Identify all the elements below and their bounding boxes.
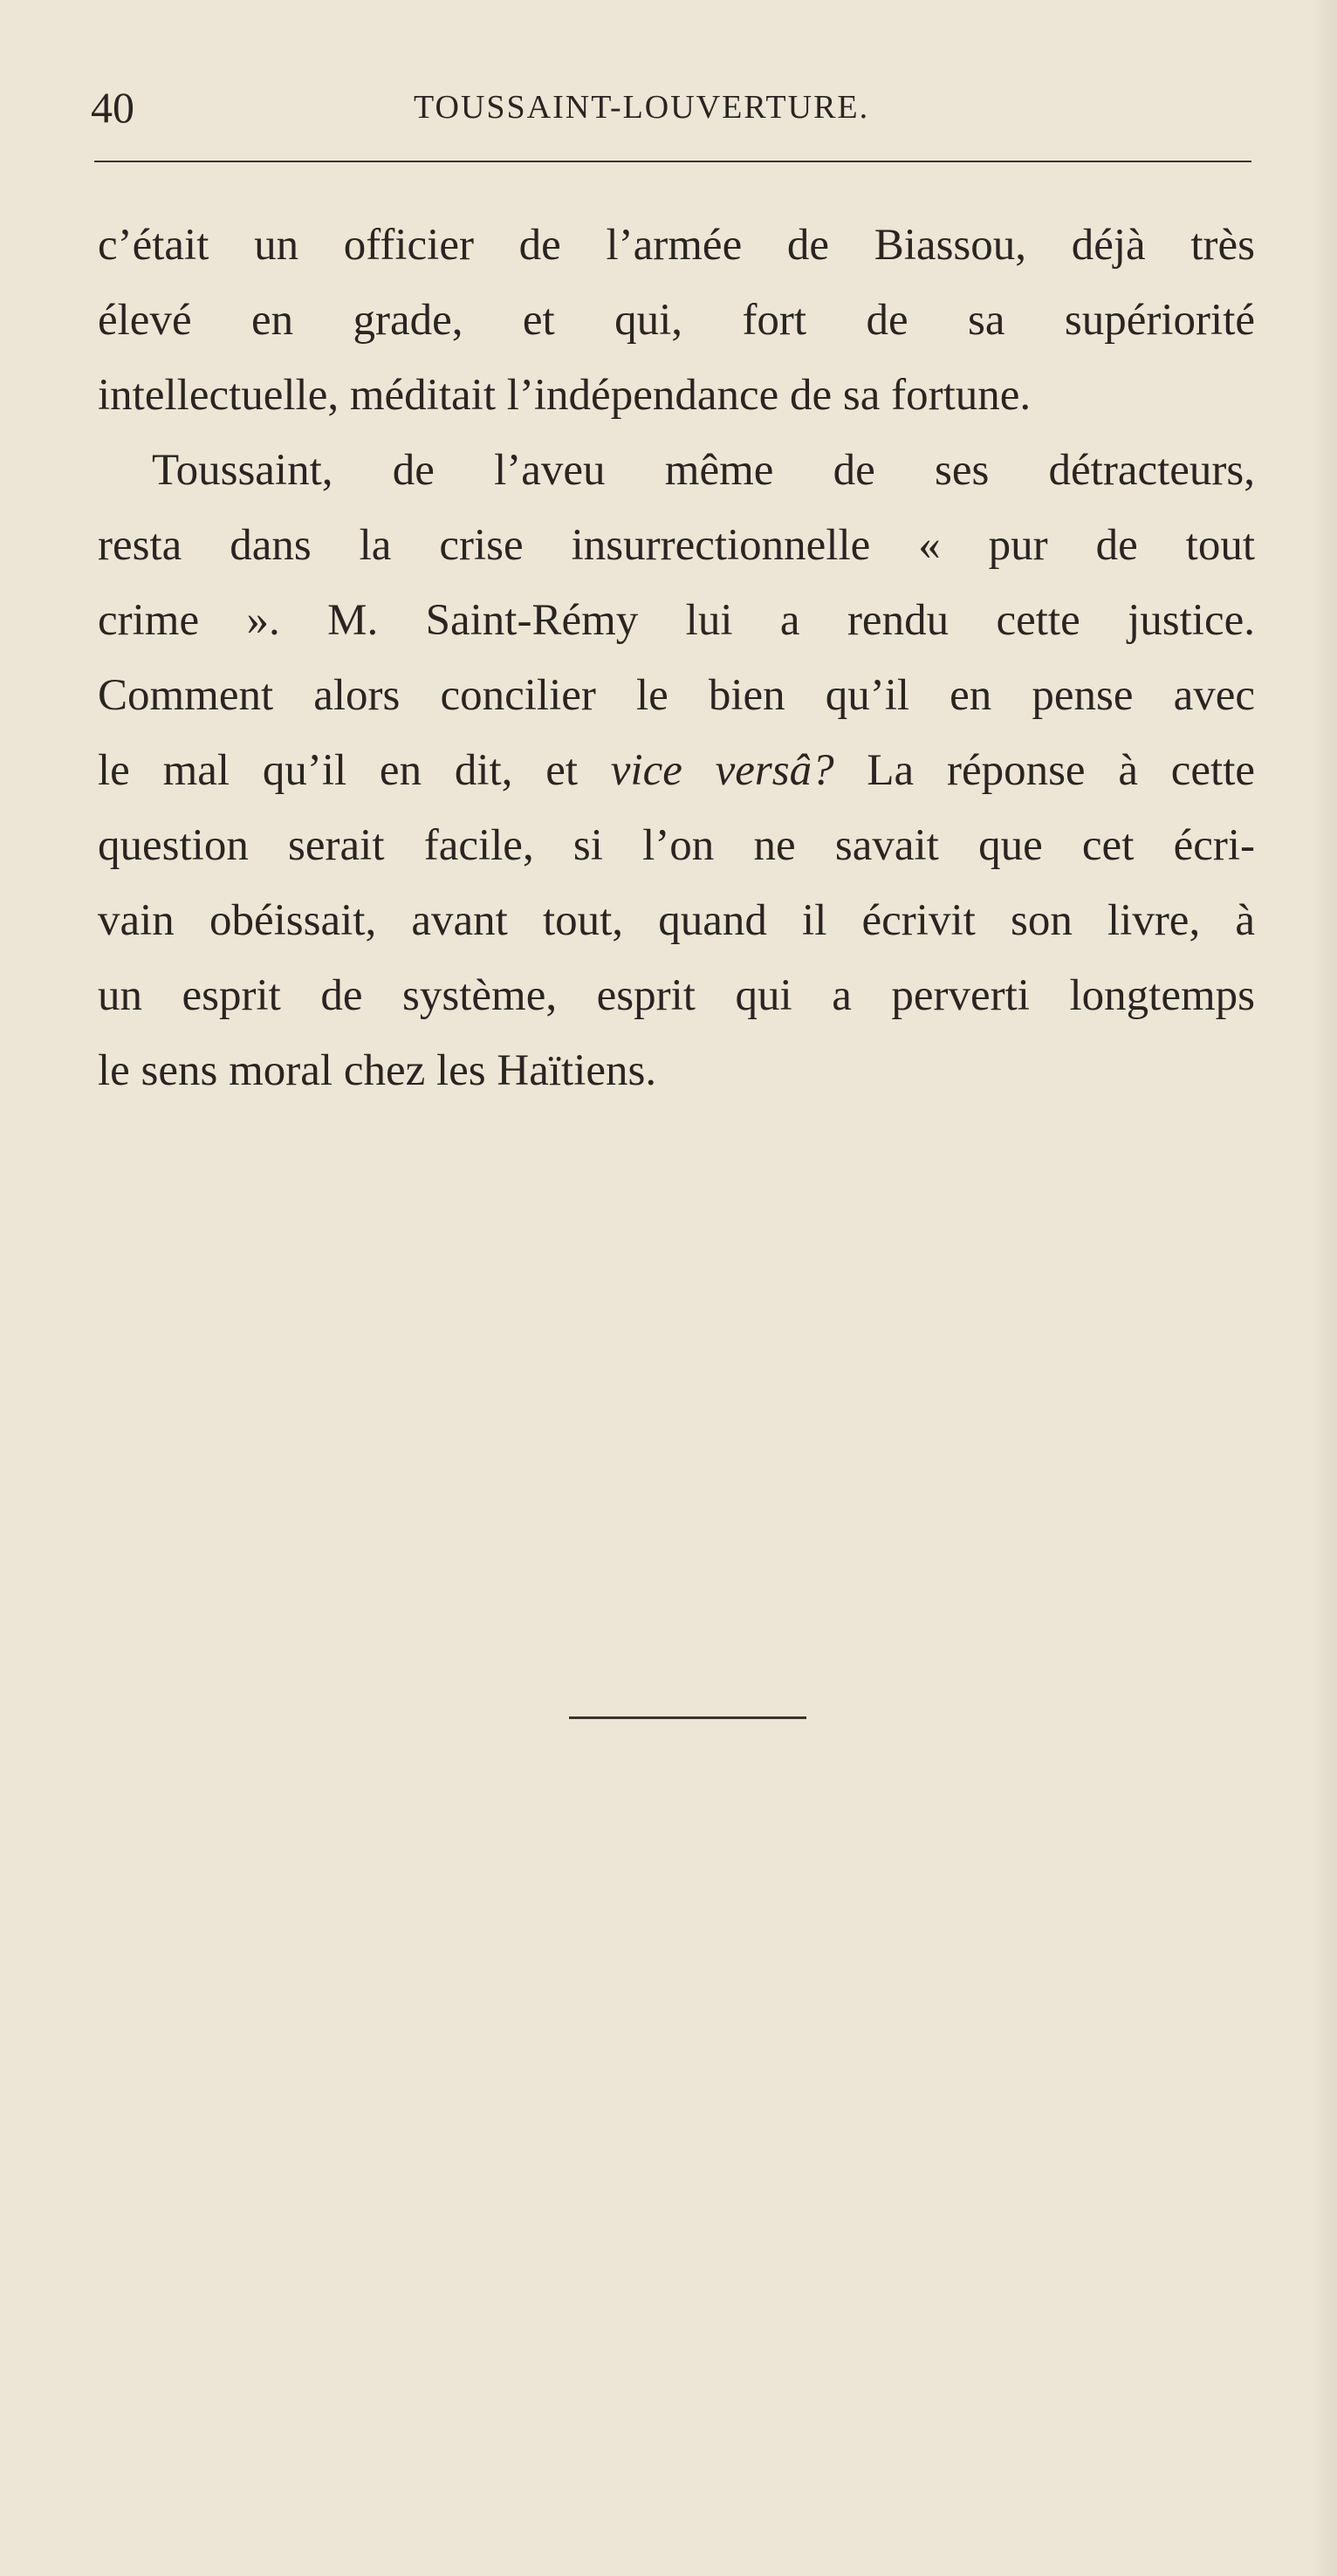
italic-phrase: vice versâ?	[610, 746, 834, 795]
text-line: un esprit de système, esprit qui a perverti longtemps	[98, 971, 1255, 1020]
text-segment: La réponse à cette	[833, 746, 1256, 795]
page-number: 40	[91, 83, 134, 132]
text-line	[98, 733, 1255, 808]
running-head	[91, 77, 1251, 138]
text-line: Toussaint, de l’aveu même de ses détracteurs,	[152, 446, 1255, 495]
text-line: question serait facile, si l’on ne savait que cet écri-	[98, 821, 1255, 870]
text-line: crime ». M. Saint-Rémy lui a rendu cette justice.	[98, 596, 1255, 645]
text-line: élevé en grade, et qui, fort de sa supériorité	[98, 296, 1255, 345]
text-line: intellectuelle, méditait l’indépendance de sa fortune.	[98, 371, 1032, 420]
text-line: vain obéissait, avant tout, quand il écrivit son livre, à	[98, 896, 1255, 945]
text-line: c’était un officier de l’armée de Biassou, déjà très	[98, 221, 1255, 270]
text-segment: le mal qu’il en dit, et	[98, 746, 611, 795]
body-text	[98, 208, 1255, 1108]
section-end-rule	[569, 1716, 806, 1719]
text-line: le sens moral chez les Haïtiens.	[98, 1046, 657, 1095]
text-line: resta dans la crise insurrectionnelle « pur de tout	[98, 521, 1255, 570]
running-title: TOUSSAINT-LOUVERTURE.	[414, 89, 870, 126]
header-rule	[94, 161, 1251, 162]
text-line: Comment alors concilier le bien qu’il en pense avec	[98, 671, 1255, 720]
